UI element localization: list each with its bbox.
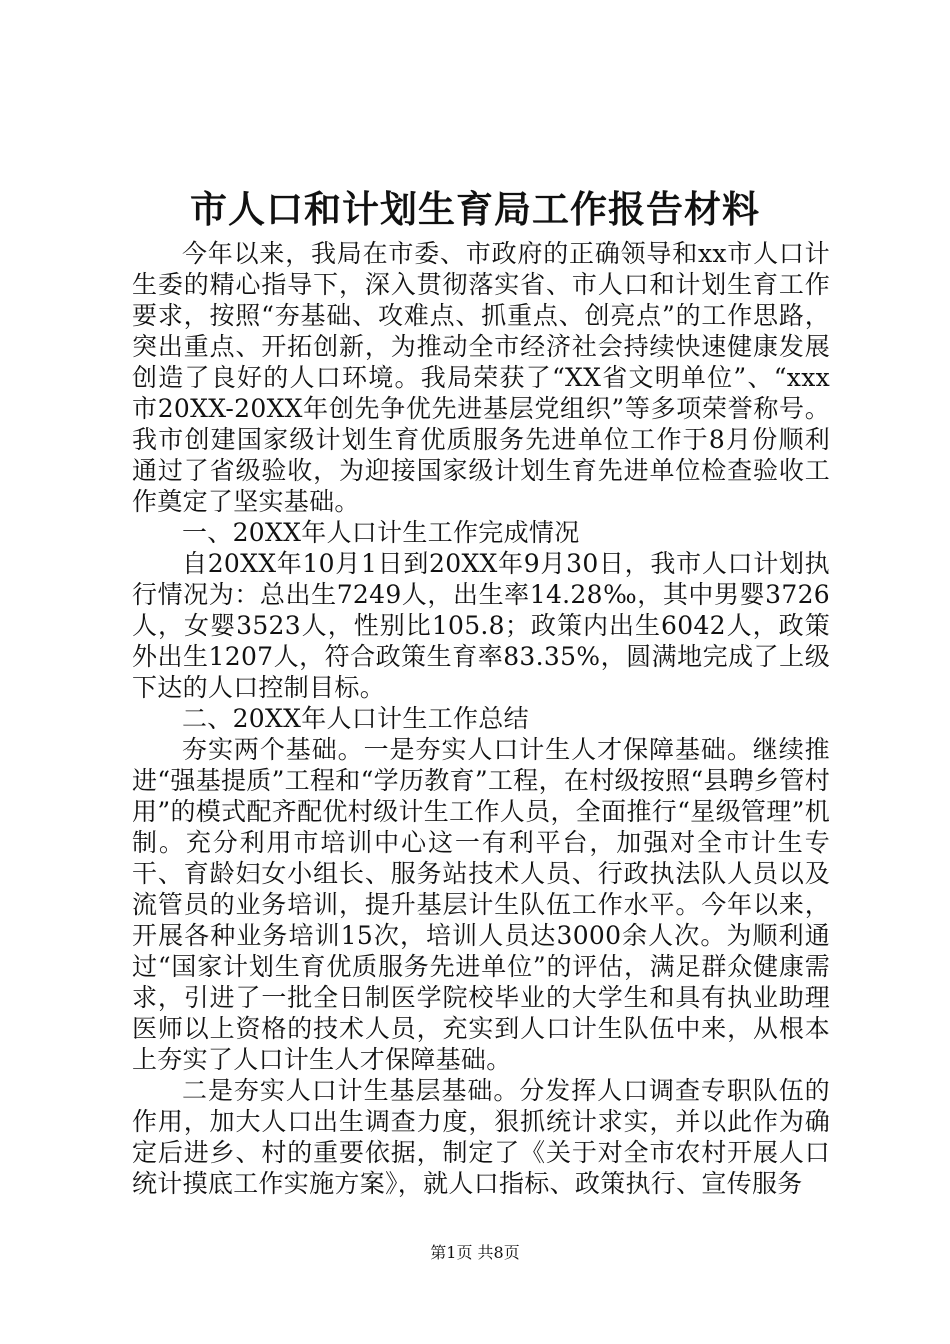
section-heading-1: 一、20XX年人口计生工作完成情况 [182, 518, 580, 547]
document-body [132, 238, 830, 1199]
page-number-footer: 第1页 共8页 [430, 1243, 520, 1262]
section-heading-2: 二、20XX年人口计生工作总结 [182, 704, 529, 733]
paragraph-statistics: 自20XX年10月1日到20XX年9月30日，我市人口计划执行情况为：总出生7249人，出生率14.28‰，其中男婴3726人，女婴3523人，性别比105.8；政策内出生6042人，政策外出生1207人，符合政策生育率83.35%，圆满地完成了上级下达的人口控制目标。 [132, 549, 830, 702]
document-title: 市人口和计划生育局工作报告材料 [190, 187, 760, 231]
paragraph-intro: 今年以来，我局在市委、市政府的正确领导和xx市人口计生委的精心指导下，深入贯彻落实省、市人口和计划生育工作要求，按照“夯基础、攻难点、抓重点、创亮点”的工作思路，突出重点、开拓创新，为推动全市经济社会持续快速健康发展创造了良好的人口环境。我局荣获了“XX省文明单位”、“xxx市20XX-20XX年创先争优先进基层党组织”等多项荣誉称号。我市创建国家级计划生育优质服务先进单位工作于8月份顺利通过了省级验收，为迎接国家级计划生育先进单位检查验收工作奠定了坚实基础。 [132, 239, 830, 516]
paragraph-foundation-1: 夯实两个基础。一是夯实人口计生人才保障基础。继续推进“强基提质”工程和“学历教育”工程，在村级按照“县聘乡管村用”的模式配齐配优村级计生工作人员，全面推行“星级管理”机制。充分利用市培训中心这一有利平台，加强对全市计生专干、育龄妇女小组长、服务站技术人员、行政执法队人员以及流管员的业务培训，提升基层计生队伍工作水平。今年以来，开展各种业务培训15次，培训人员达3000余人次。为顺利通过“国家计划生育优质服务先进单位”的评估，满足群众健康需求，引进了一批全日制医学院校毕业的大学生和具有执业助理医师以上资格的技术人员，充实到人口计生队伍中来，从根本上夯实了人口计生人才保障基础。 [132, 735, 830, 1074]
paragraph-foundation-2: 二是夯实人口计生基层基础。分发挥人口调查专职队伍的作用，加大人口出生调查力度，狠抓统计求实，并以此作为确定后进乡、村的重要依据，制定了《关于对全市农村开展人口统计摸底工作实施方案》，就人口指标、政策执行、宣传服务 [132, 1076, 830, 1198]
